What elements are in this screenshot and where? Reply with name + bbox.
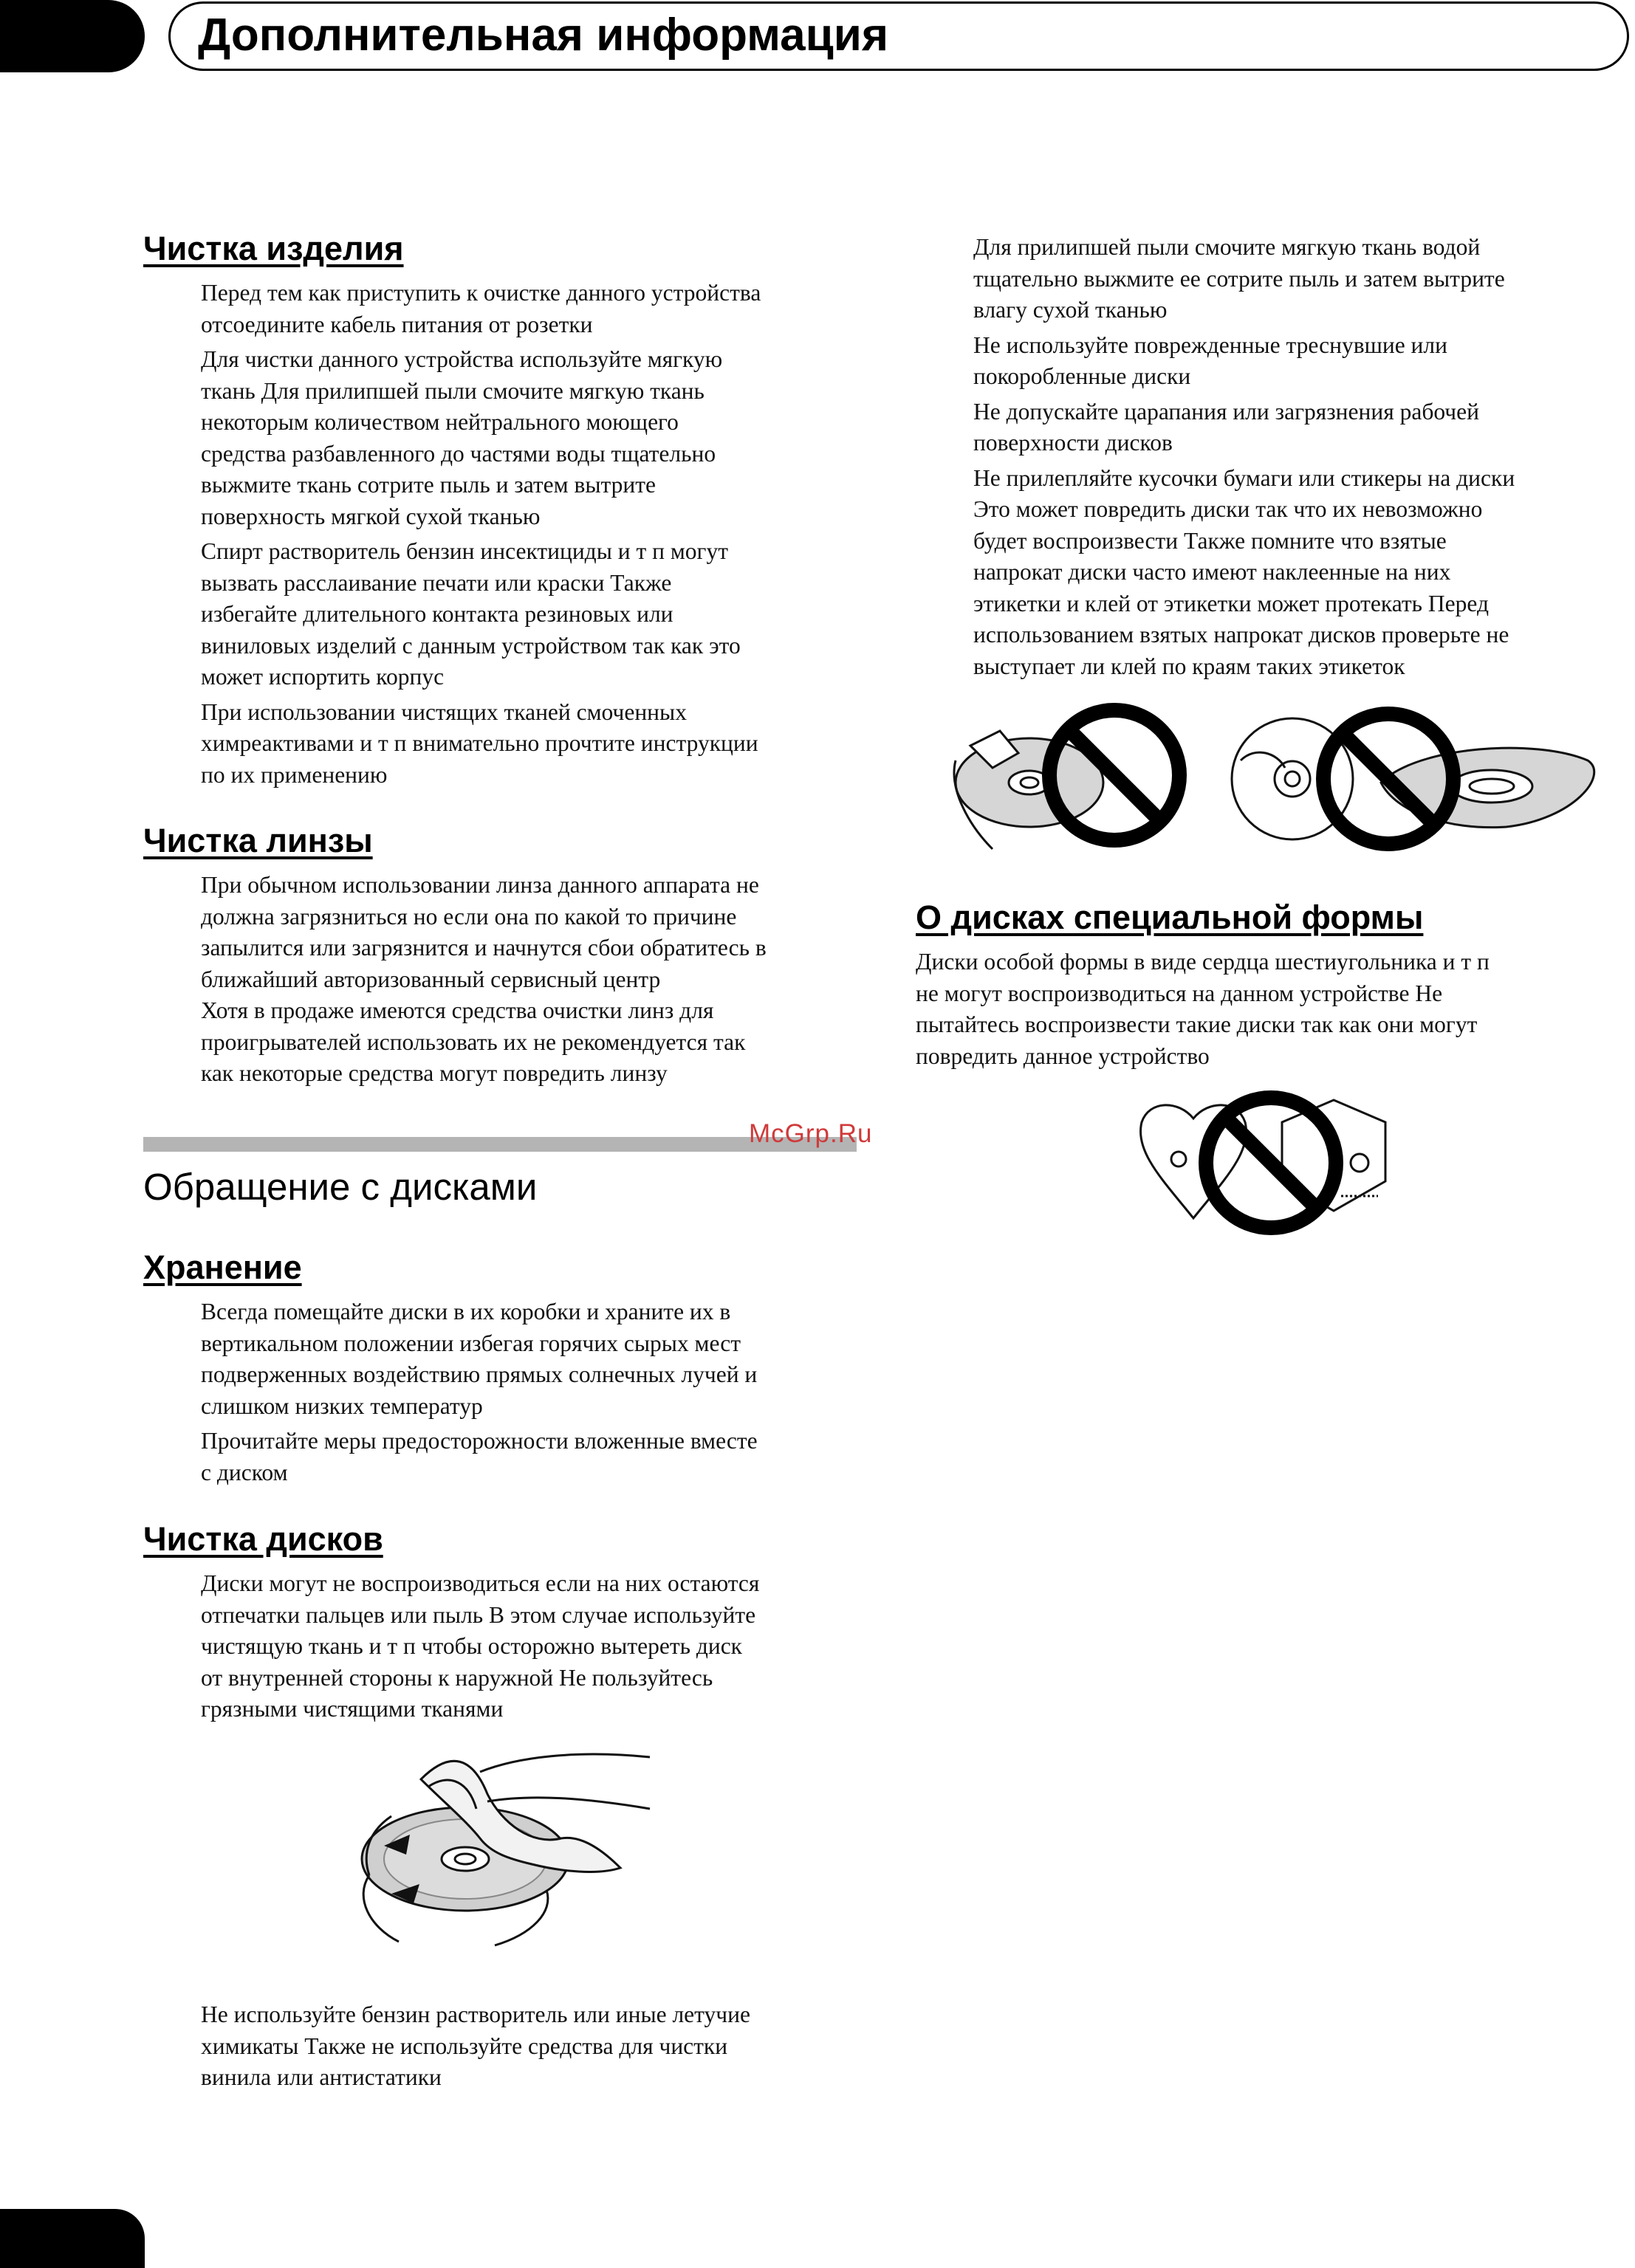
heading-cleaning-product: Чистка изделия [143, 230, 404, 267]
text-line: При использовании чистящих тканей смоченных [201, 698, 687, 725]
cleaning-discs-after-text [201, 1999, 750, 2097]
text-line: повредить данное устройство [916, 1042, 1210, 1069]
text-line: отсоедините кабель питания от розетки [201, 311, 593, 337]
paragraph [201, 697, 761, 791]
text-line: поверхности дисков [973, 430, 1173, 456]
text-line: Не используйте поврежденные треснувшие или [973, 331, 1447, 358]
text-line: вызвать расслаивание печати или краски Также [201, 569, 672, 596]
text-line: Прочитайте меры предосторожности вложенные вместе [201, 1428, 758, 1454]
no-warped-disc-icon [1226, 701, 1603, 856]
storage-text [201, 1296, 758, 1492]
text-line: должна загрязниться но если она по какой то причине [201, 903, 737, 929]
text-line: подверженных воздействию прямых солнечных лучей и [201, 1361, 758, 1387]
cleaning-discs-text [201, 1568, 759, 1729]
text-line: по их применению [201, 761, 388, 788]
paragraph [973, 463, 1515, 683]
page-tab-marker [0, 0, 145, 72]
watermark: McGrp.Ru [749, 1119, 873, 1148]
paragraph [201, 1999, 750, 2094]
paragraph [201, 344, 761, 532]
text-line: использованием взятых напрокат дисков проверьте не [973, 622, 1509, 647]
text-line: избегайте длительного контакта резиновых или [201, 601, 673, 627]
text-line: слишком низких температур [201, 1392, 483, 1419]
paragraph [201, 1426, 758, 1488]
text-line: Для прилипшей пыли смочите мягкую ткань водой [973, 234, 1481, 260]
text-line: Диски могут не воспроизводиться если на них остаются [201, 1570, 760, 1596]
text-line: Хотя в продаже имеются средства очистки линз для [201, 997, 714, 1023]
text-line: химреактивами и т п внимательно прочтите инструкции [201, 730, 758, 756]
paragraph [201, 1568, 759, 1725]
paragraph [973, 330, 1515, 393]
no-shaped-disc-icon [1134, 1085, 1415, 1240]
text-line: Не прилепляйте кусочки бумаги или стикеры на диски [973, 464, 1515, 491]
text-line: чистящую ткань и т п чтобы осторожно вытереть диск [201, 1633, 742, 1659]
text-line: будет воспроизвести Также помните что взятые [973, 527, 1447, 554]
text-line: выжмите ткань сотрите пыль и затем вытрите [201, 472, 657, 498]
text-line: ткань Для прилипшей пыли смочите мягкую ткань [201, 377, 705, 404]
text-line: ближайший авторизованный сервисный центр [201, 966, 661, 992]
page-number-tab [0, 2209, 145, 2268]
text-line: Это может повредить диски так что их невозможно [973, 496, 1483, 522]
text-line: Диски особой формы в виде сердца шестиугольника и т п [916, 949, 1490, 975]
page-title: Дополнительная информация [198, 10, 889, 61]
paragraph [973, 396, 1515, 459]
heading-cleaning-discs: Чистка дисков [143, 1520, 383, 1558]
text-line: влагу сухой тканью [973, 297, 1168, 323]
heading-cleaning-lens: Чистка линзы [143, 822, 373, 859]
text-line: выступает ли клей по краям таких этикеток [973, 653, 1405, 679]
text-line: не могут воспроизводиться на данном устройстве Не [916, 980, 1443, 1006]
text-line: Перед тем как приступить к очистке данного устройства [201, 280, 761, 306]
paragraph [201, 1296, 758, 1422]
text-line: Всегда помещайте диски в их коробки и храните их в [201, 1299, 731, 1324]
right-column-text [973, 232, 1515, 686]
text-line: химикаты Также не используйте средства для чистки [201, 2032, 728, 2059]
text-line: покоробленные диски [973, 363, 1191, 389]
heading-disc-handling: Обращение с дисками [143, 1166, 538, 1208]
text-line: запылится или загрязнится и начнутся сбои обратитесь в [201, 935, 767, 961]
text-line: пытайтесь воспроизвести такие диски так как они могут [916, 1011, 1478, 1037]
text-line: проигрывателей использовать их не рекомендуется так [201, 1028, 746, 1055]
text-line: с диском [201, 1459, 288, 1485]
paragraph [201, 870, 767, 1090]
cleaning-product-text [201, 278, 761, 794]
text-line: поверхность мягкой сухой тканью [201, 503, 541, 529]
text-line: некоторым количеством нейтрального моющего [201, 409, 679, 435]
wipe-disc-illustration [340, 1728, 665, 1949]
paragraph [201, 536, 761, 693]
text-line: отпечатки пальцев или пыль В этом случае используйте [201, 1601, 756, 1628]
text-line: грязными чистящими тканями [201, 1696, 504, 1722]
text-line: средства разбавленного до частями воды тщательно [201, 440, 716, 467]
paragraph [916, 946, 1490, 1072]
text-line: от внутренней стороны к наружной Не пользуйтесь [201, 1664, 713, 1691]
text-line: Для чистки данного устройства используйте мягкую [201, 346, 723, 372]
text-line: может испортить корпус [201, 664, 445, 690]
text-line: этикетки и клей от этикетки может протекать Перед [973, 590, 1489, 616]
text-line: как некоторые средства могут повредить линзу [201, 1060, 668, 1086]
heading-storage: Хранение [143, 1248, 302, 1286]
text-line: вертикальном положении избегая горячих сырых мест [201, 1330, 741, 1356]
text-line: Спирт растворитель бензин инсектициды и т п могут [201, 538, 728, 564]
cleaning-lens-text [201, 870, 767, 1093]
text-line: При обычном использовании линза данного аппарата не [201, 872, 759, 898]
heading-special-shape: О дисках специальной формы [916, 898, 1424, 936]
no-sticker-on-disc-icon [948, 701, 1192, 856]
text-line: напрокат диски часто имеют наклеенные на них [973, 559, 1451, 585]
text-line: тщательно выжмите ее сотрите пыль и затем вытрите [973, 265, 1505, 292]
text-line: Не используйте бензин растворитель или иные летучие [201, 2001, 750, 2027]
text-line: виниловых изделий с данным устройством так как это [201, 632, 741, 659]
special-shape-text [916, 946, 1490, 1076]
text-line: Не допускайте царапания или загрязнения рабочей [973, 398, 1479, 425]
paragraph [973, 232, 1515, 326]
paragraph [201, 278, 761, 340]
text-line: винила или антистатики [201, 2064, 442, 2090]
